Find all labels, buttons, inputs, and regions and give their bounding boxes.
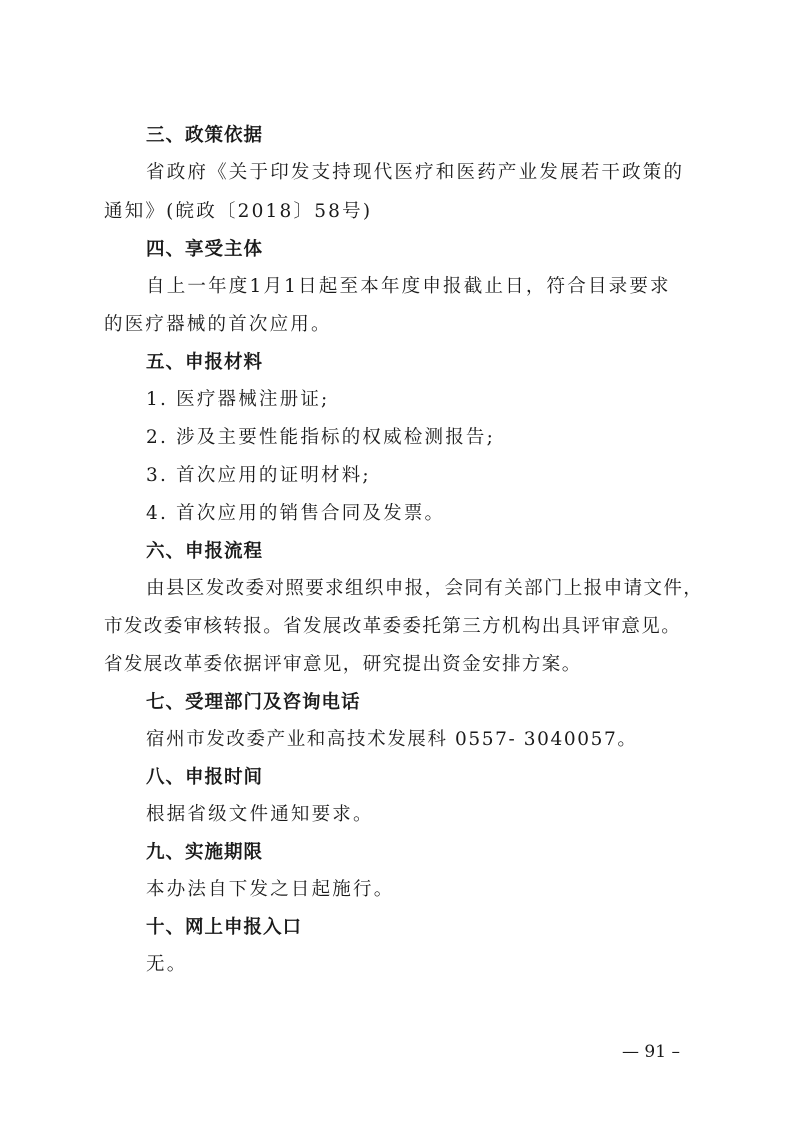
list-item: 4. 首次应用的销售合同及发票。 [146,503,446,524]
paragraph-line: 自上一年度1月1日起至本年度申报截止日，符合目录要求 [146,276,671,297]
paragraph-line: 宿州市发改委产业和高技术发展科 0557- 3040057。 [146,729,638,750]
list-item: 1. 医疗器械注册证; [146,389,330,410]
paragraph-line: 省发展改革委依据评审意见，研究提出资金安排方案。 [104,654,582,675]
section-heading-materials: 五、申报材料 [146,352,264,373]
paragraph-line: 由县区发改委对照要求组织申报，会同有关部门上报申请文件， [146,578,704,599]
section-heading-beneficiary: 四、享受主体 [146,239,264,260]
section-heading-policy-basis: 三、政策依据 [146,125,264,146]
section-heading-contact: 七、受理部门及咨询电话 [146,692,361,713]
list-item: 3. 首次应用的证明材料; [146,465,371,486]
paragraph-line: 的医疗器械的首次应用。 [104,314,332,335]
paragraph-line: 本办法自下发之日起施行。 [146,879,395,900]
paragraph-line: 省政府《关于印发支持现代医疗和医药产业发展若干政策的 [146,162,685,183]
paragraph-line: 市发改委审核转报。省发展改革委委托第三方机构出具评审意见。 [104,616,682,637]
section-heading-time: 八、申报时间 [146,767,264,788]
section-heading-period: 九、实施期限 [146,842,264,863]
paragraph-line: 根据省级文件通知要求。 [146,804,374,825]
list-item: 2. 涉及主要性能指标的权威检测报告; [146,427,496,448]
page-number: — 91 – [622,1042,680,1062]
section-heading-online-entry: 十、网上申报入口 [146,917,303,938]
paragraph-line: 无。 [146,954,188,975]
section-heading-process: 六、申报流程 [146,541,264,562]
paragraph-line: 通知》(皖政〔2018〕58号) [104,201,373,222]
